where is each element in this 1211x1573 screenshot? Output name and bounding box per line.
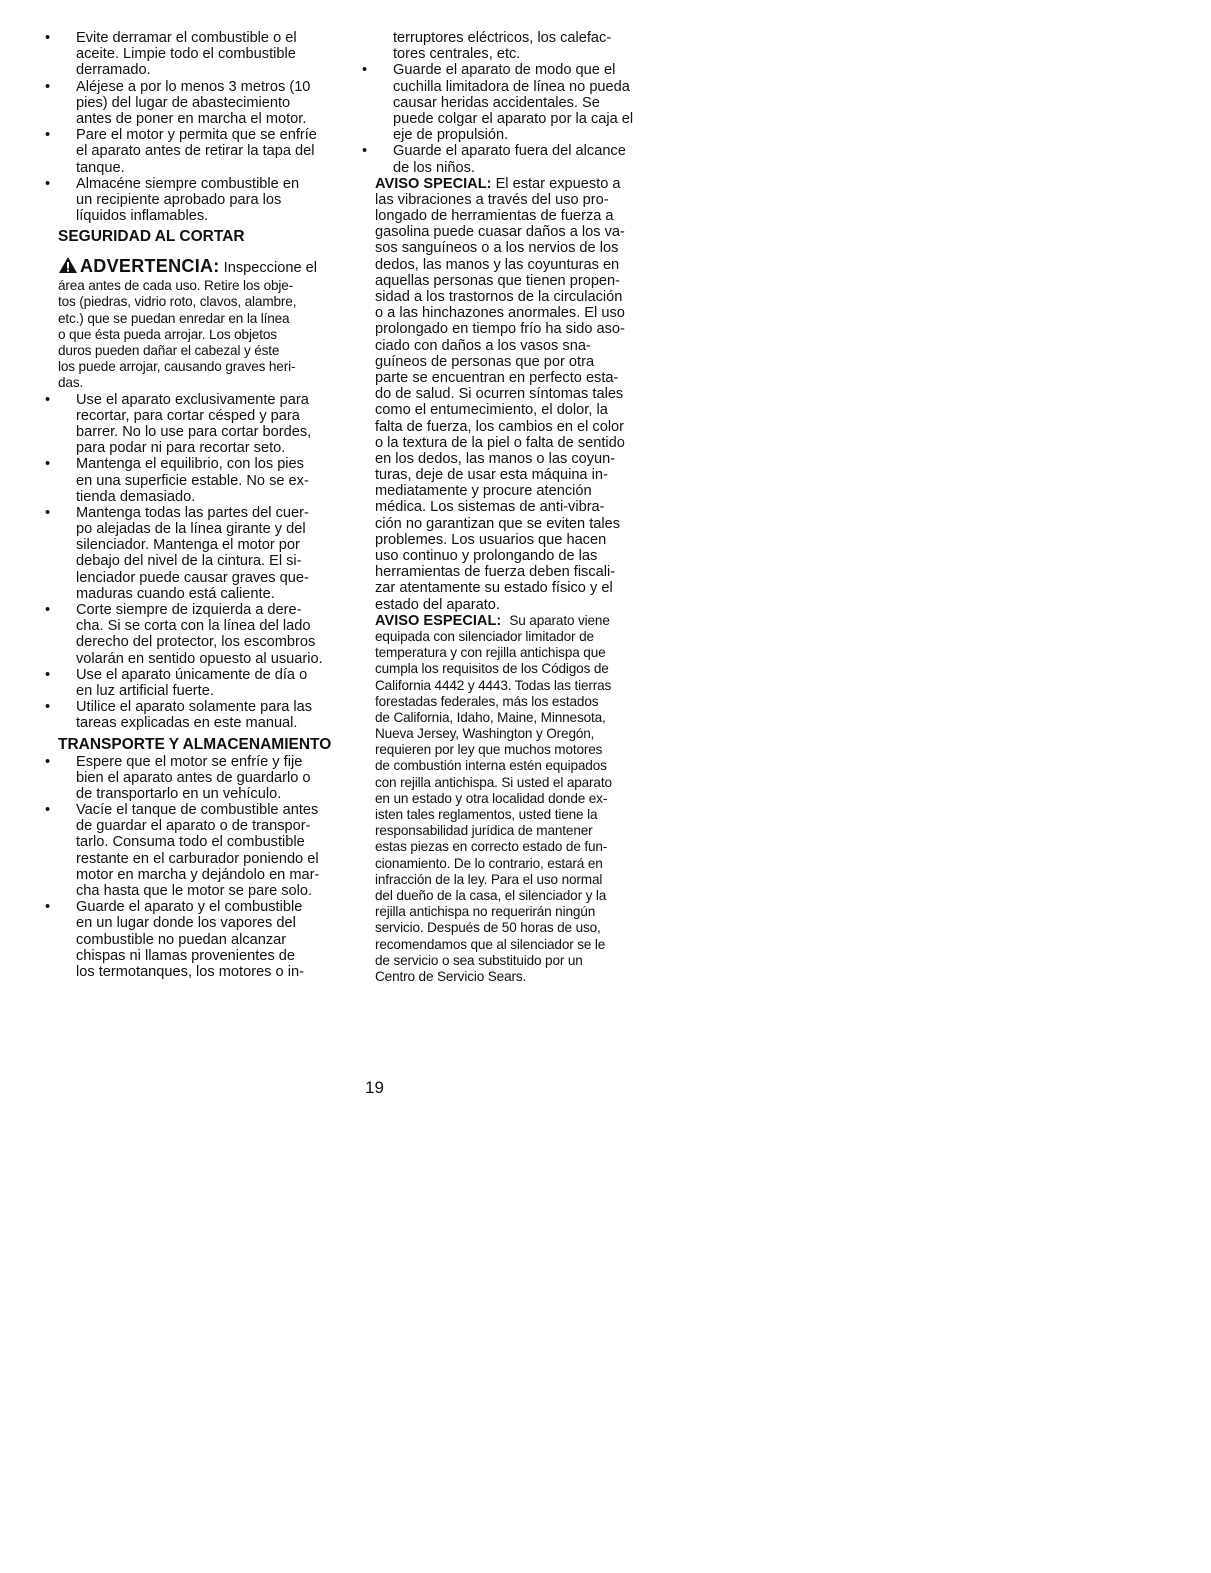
paragraph-line: temperatura y con rejilla antichispa que	[375, 645, 606, 661]
bullet-text-line: derramado.	[76, 62, 151, 79]
paragraph-line: uso continuo y prolongando de las	[375, 548, 598, 564]
bullet-text-line: un recipiente aprobado para los	[76, 191, 282, 208]
bullet-text-line: Mantenga todas las partes del cuer-	[76, 504, 309, 521]
warning-triangle-icon	[58, 256, 78, 274]
paragraph-line: forestadas federales, más los estados	[375, 693, 599, 709]
bullet-dot-icon: •	[45, 456, 51, 473]
bullet-dot-icon: •	[45, 175, 51, 192]
paragraph-line: aquellas personas que tienen propen-	[375, 272, 621, 289]
bullet-text-line: pies) del lugar de abastecimiento	[76, 94, 291, 111]
aviso-especial-lead: Su aparato viene	[509, 612, 610, 628]
heading-seguridad: SEGURIDAD AL CORTAR	[58, 228, 245, 246]
bullet-text-line: Almacéne siempre combustible en	[76, 175, 300, 192]
bullet-text-line: motor en marcha y dejándolo en mar-	[76, 866, 320, 883]
bullet-dot-icon: •	[45, 802, 51, 819]
bullet-text-line: Use el aparato únicamente de día o	[76, 666, 308, 683]
paragraph-line: estado del aparato.	[375, 596, 500, 613]
bullet-text-line: bien el aparato antes de guardarlo o	[76, 769, 311, 786]
paragraph-line: problemes. Los usuarios que hacen	[375, 531, 607, 548]
paragraph-line: mediatamente y procure atención	[375, 483, 592, 500]
aviso-special-first-line	[375, 176, 693, 192]
paragraph-line: gasolina puede cuasar daños a los va-	[375, 224, 625, 241]
paragraph-line: de California, Idaho, Maine, Minnesota,	[375, 709, 606, 725]
paragraph-line: del dueño de la casa, el silenciador y la	[375, 887, 607, 903]
paragraph-line: estas piezas en correcto estado de fun-	[375, 839, 608, 855]
paragraph-line: en los dedos, las manos o las coyun-	[375, 450, 616, 467]
bullet-text-line: Evite derramar el combustible o el	[76, 30, 297, 46]
bullet-dot-icon: •	[45, 127, 51, 144]
bullet-text-line: de transportarlo en un vehículo.	[76, 785, 282, 802]
paragraph-line: equipada con silenciador limitador de	[375, 628, 594, 644]
bullet-dot-icon: •	[45, 602, 51, 618]
bullet-item	[45, 175, 358, 225]
warning-body	[58, 278, 358, 391]
bullet-text-line: Guarde el aparato y el combustible	[76, 899, 303, 916]
bullet-text-line: Utilice el aparato solamente para las	[76, 699, 313, 716]
bullet-dot-icon: •	[362, 62, 368, 79]
bullet-item	[45, 699, 358, 732]
bullet-text-line: en una superficie estable. No se ex-	[76, 472, 309, 489]
paragraph-line: requieren por ley que muchos motores	[375, 742, 603, 758]
paragraph-line: herramientas de fuerza deben fiscali-	[375, 564, 616, 581]
paragraph-line: prolongado en tiempo frío ha sido aso-	[375, 321, 625, 338]
bullet-item	[45, 753, 358, 803]
bullet-text-line: aceite. Limpie todo el combustible	[76, 46, 296, 63]
bullet-dot-icon: •	[45, 753, 51, 770]
paragraph-line: California 4442 y 4443. Todas las tierras	[375, 677, 612, 693]
bullet-item	[45, 802, 358, 899]
paragraph-line: dedos, las manos y las coyunturas en	[375, 256, 620, 273]
paragraph-line: terruptores eléctricos, los calefac-	[393, 30, 612, 46]
bullet-text-line: combustible no puedan alcanzar	[76, 931, 287, 948]
bullet-text-line: cha hasta que le motor se pare solo.	[76, 883, 313, 899]
warning-first-line: Inspeccione el	[223, 260, 317, 277]
bullet-text-line: Pare el motor y permita que se enfríe	[76, 127, 317, 144]
paragraph-line: médica. Los sistemas de anti-vibra-	[375, 499, 605, 516]
bullet-dot-icon: •	[45, 666, 51, 683]
bullet-text-line: antes de poner en marcha el motor.	[76, 110, 307, 127]
paragraph-line: infracción de la ley. Para el uso normal	[375, 871, 603, 887]
paragraph-line: de servicio o sea substituido por un	[375, 952, 583, 968]
storage-bullet-list-cont	[362, 62, 693, 176]
bullet-text-line: lenciador puede causar graves que-	[76, 569, 309, 586]
bullet-dot-icon: •	[45, 899, 51, 916]
bullet-text-line: el aparato antes de retirar la tapa del	[76, 143, 315, 160]
bullet-text-line: maduras cuando está caliente.	[76, 585, 275, 602]
bullet-dot-icon: •	[45, 30, 51, 46]
bullet-item	[45, 666, 358, 699]
paragraph-line: con rejilla antichispa. Si usted el aparato	[375, 774, 612, 790]
paragraph-line: duros pueden dañar el cabezal y éste	[58, 343, 280, 358]
bullet-text-line: de guardar el aparato o de transpor-	[76, 818, 311, 835]
bullet-text-line: líquidos inflamables.	[76, 208, 209, 225]
bullet-text-line: en un lugar donde los vapores del	[76, 915, 296, 932]
paragraph-line: etc.) que se puedan enredar en la línea	[58, 310, 290, 326]
left-column	[45, 30, 358, 980]
warning-header	[58, 254, 358, 278]
bullet-text-line: eje de propulsión.	[393, 127, 509, 144]
cutting-bullet-list	[45, 391, 358, 732]
paragraph-line: guíneos de personas que por otra	[375, 353, 595, 370]
bullet-text-line: debajo del nivel de la cintura. El si-	[76, 553, 302, 570]
paragraph-line: rejilla antichispa no requerirán ningún	[375, 904, 596, 920]
paragraph-line: cumpla los requisitos de los Códigos de	[375, 661, 609, 677]
bullet-dot-icon: •	[362, 143, 368, 160]
paragraph-line: responsabilidad jurídica de mantener	[375, 823, 593, 839]
aviso-especial-body	[375, 629, 693, 985]
bullet-item	[45, 602, 358, 667]
bullet-text-line: barrer. No lo use para cortar bordes,	[76, 423, 312, 440]
paragraph-line: recomendamos que al silenciador se le	[375, 936, 606, 952]
bullet-text-line: tienda demasiado.	[76, 488, 196, 505]
aviso-especial-first-line	[375, 613, 693, 629]
bullet-text-line: Mantenga el equilibrio, con los pies	[76, 456, 304, 473]
paragraph-line: las vibraciones a través del uso pro-	[375, 191, 609, 208]
bullet-item	[362, 62, 693, 144]
paragraph-line: parte se encuentran en perfecto esta-	[375, 369, 619, 386]
bullet-text-line: Corte siempre de izquierda a dere-	[76, 602, 302, 618]
bullet-text-line: Guarde el aparato de modo que el	[393, 62, 616, 79]
paragraph-line: sos sanguíneos o a los nervios de los	[375, 240, 619, 257]
paragraph-line: turas, deje de usar esta máquina in-	[375, 467, 608, 484]
bullet-text-line: cha. Si se corta con la línea del lado	[76, 618, 311, 635]
paragraph-line: Nueva Jersey, Washington y Oregón,	[375, 726, 595, 742]
paragraph-line: área antes de cada uso. Retire los obje-	[58, 278, 294, 294]
paragraph-line: como el entumecimiento, el dolor, la	[375, 402, 608, 419]
paragraph-line: sidad a los trastornos de la circulación	[375, 289, 623, 305]
paragraph-line: en un estado y otra localidad donde ex-	[375, 790, 608, 806]
heading-transporte: TRANSPORTE Y ALMACENAMIENTO	[58, 735, 332, 753]
paragraph-line: isten tales reglamentos, usted tiene la	[375, 807, 598, 822]
bullet-text-line: volarán en sentido opuesto al usuario.	[76, 650, 323, 667]
paragraph-line: cionamiento. De lo contrario, estará en	[375, 855, 603, 871]
bullet-text-line: en luz artificial fuerte.	[76, 682, 214, 699]
paragraph-line: ción no garantizan que se eviten tales	[375, 515, 621, 532]
bullet-text-line: cuchilla limitadora de línea no pueda	[393, 78, 630, 95]
bullet-text-line: tareas explicadas en este manual.	[76, 715, 298, 732]
bullet-item	[45, 899, 358, 980]
bullet-text-line: tanque.	[76, 159, 125, 176]
bullet-item	[45, 456, 358, 505]
right-column	[362, 30, 693, 985]
bullet-item	[45, 391, 358, 457]
bullet-item	[45, 504, 358, 602]
bullet-text-line: de los niños.	[393, 159, 475, 176]
storage-bullet-list	[45, 753, 358, 981]
bullet-text-line: los termotanques, los motores o in-	[76, 963, 304, 980]
paragraph-line: do de salud. Si ocurren síntomas tales	[375, 386, 624, 403]
aviso-special-body	[375, 192, 693, 613]
bullet-dot-icon: •	[45, 391, 51, 408]
paragraph-line: o la textura de la piel o falta de sentido	[375, 434, 625, 451]
bullet-text-line: Aléjese a por lo menos 3 metros (10	[76, 78, 311, 95]
paragraph-line: ciado con daños a los vasos sna-	[375, 337, 591, 354]
warning-title: ADVERTENCIA:	[80, 256, 220, 277]
bullet-item	[45, 78, 358, 128]
bullet-item	[45, 127, 358, 176]
bullet-text-line: puede colgar el aparato por la caja el	[393, 110, 634, 127]
paragraph-line: servicio. Después de 50 horas de uso,	[375, 920, 601, 936]
paragraph-line: tos (piedras, vidrio roto, clavos, alambre,	[58, 294, 297, 310]
paragraph-line: longado de herramientas de fuerza a	[375, 208, 614, 225]
paragraph-line: das.	[58, 375, 84, 391]
paragraph-line: de combustión interna estén equipados	[375, 758, 607, 774]
bullet-text-line: para podar ni para recortar seto.	[76, 440, 286, 457]
bullet-text-line: tarlo. Consuma todo el combustible	[76, 834, 305, 851]
bullet-text-line: recortar, para cortar césped y para	[76, 407, 300, 424]
paragraph-line: tores centrales, etc.	[393, 46, 521, 63]
aviso-especial-label: AVISO ESPECIAL:	[375, 612, 502, 629]
aviso-special-lead: El estar expuesto a	[495, 175, 621, 192]
bullet-text-line: restante en el carburador poniendo el	[76, 850, 319, 867]
bullet-text-line: derecho del protector, los escombros	[76, 634, 316, 651]
bullet-text-line: po alejadas de la línea girante y del	[76, 521, 306, 538]
bullet-item	[45, 30, 358, 79]
bullet-dot-icon: •	[45, 78, 51, 95]
bullet-text-line: Use el aparato exclusivamente para	[76, 391, 309, 408]
page-number: 19	[365, 1078, 384, 1097]
paragraph-line: o a las hinchazones anormales. El uso	[375, 305, 625, 322]
bullet-text-line: Vacíe el tanque de combustible antes	[76, 802, 319, 819]
paragraph-line: zar atentamente su estado físico y el	[375, 580, 613, 597]
bullet-dot-icon: •	[45, 504, 51, 521]
bullet-dot-icon: •	[45, 699, 51, 716]
bullet-text-line: causar heridas accidentales. Se	[393, 94, 600, 111]
bullet-text-line: Espere que el motor se enfríe y fije	[76, 753, 303, 770]
bullet-item	[362, 143, 693, 176]
paragraph-line: los puede arrojar, causando graves heri-	[58, 359, 296, 375]
safety-bullet-list	[45, 30, 358, 225]
paragraph-line: Centro de Servicio Sears.	[375, 968, 527, 984]
aviso-special-label: AVISO SPECIAL:	[375, 175, 492, 192]
bullet-text-line: Guarde el aparato fuera del alcance	[393, 143, 626, 160]
paragraph-line: falta de fuerza, los cambios en el color	[375, 418, 625, 435]
paragraph-line: o que ésta pueda arrojar. Los objetos	[58, 326, 277, 342]
bullet-text-line: chispas ni llamas provenientes de	[76, 947, 296, 964]
bullet-text-line: silenciador. Mantenga el motor por	[76, 537, 300, 554]
continued-bullet	[375, 30, 693, 62]
